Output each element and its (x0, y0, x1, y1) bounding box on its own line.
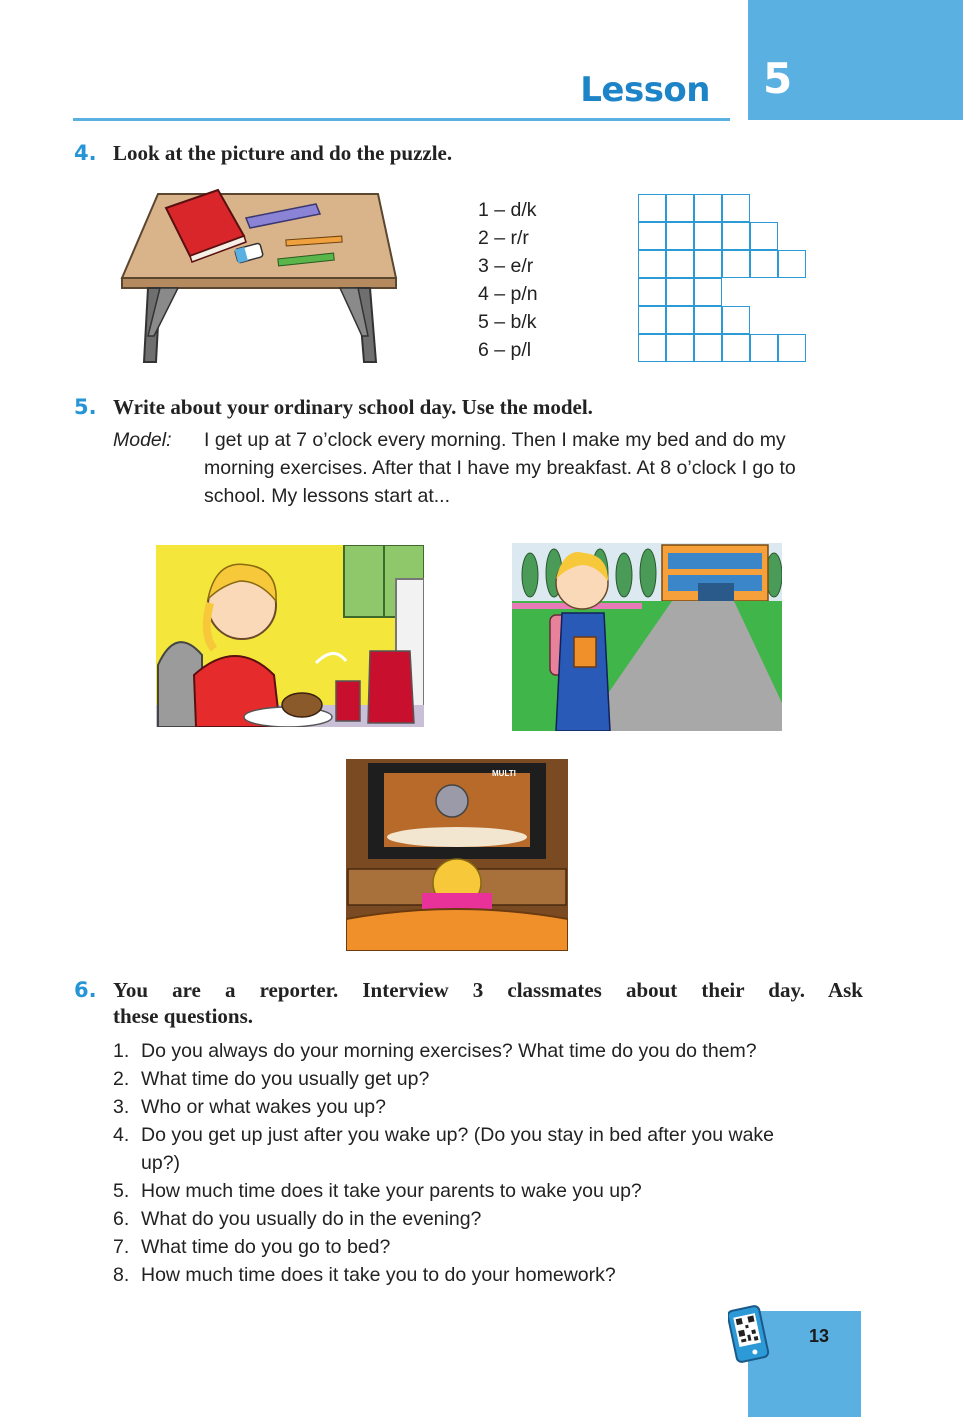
question-text: Who or what wakes you up? (141, 1096, 386, 1118)
puzzle-cell[interactable] (638, 306, 666, 334)
exercise-6-number: 6. (74, 978, 97, 1002)
header-rule (73, 118, 730, 121)
puzzle-cell[interactable] (750, 250, 778, 278)
clue-6: 6 – p/l (478, 339, 532, 361)
lesson-number: 5 (763, 54, 793, 103)
exercise-5-title: Write about your ordinary school day. Use the model. (113, 395, 593, 419)
phone-qr-icon (728, 1305, 774, 1363)
clue-2: 2 – r/r (478, 227, 529, 249)
exercise-5-number: 5. (74, 395, 97, 419)
question-item (113, 1149, 180, 1177)
model-line-3: school. My lessons start at... (204, 485, 451, 507)
question-text: What time do you go to bed? (141, 1236, 391, 1258)
puzzle-cell[interactable] (666, 278, 694, 306)
puzzle-cell[interactable] (750, 334, 778, 362)
puzzle-cell[interactable] (638, 222, 666, 250)
page-number: 13 (808, 1326, 830, 1346)
exercise-6-title-line-1: You are a reporter. Interview 3 classmates about their day. Ask (113, 978, 863, 1002)
puzzle-cell[interactable] (722, 250, 750, 278)
puzzle-grid (638, 194, 810, 364)
question-text: How much time does it take you to do your homework? (141, 1264, 616, 1286)
question-item (113, 1093, 386, 1121)
puzzle-cell[interactable] (694, 250, 722, 278)
tv-channel-logo: MULTI (492, 769, 516, 778)
question-item (113, 1121, 774, 1149)
question-number: 7. (113, 1236, 130, 1258)
clue-4: 4 – p/n (478, 283, 538, 305)
question-number: 8. (113, 1264, 130, 1286)
question-number: 1. (113, 1040, 130, 1062)
puzzle-cell[interactable] (666, 306, 694, 334)
puzzle-cell[interactable] (778, 334, 806, 362)
question-text: Do you always do your morning exercises? What time do you do them? (141, 1040, 757, 1062)
puzzle-cell[interactable] (722, 222, 750, 250)
clue-5: 5 – b/k (478, 311, 537, 333)
puzzle-cell[interactable] (638, 250, 666, 278)
question-number: 6. (113, 1208, 130, 1230)
clue-1: 1 – d/k (478, 199, 537, 221)
clue-3: 3 – e/r (478, 255, 534, 277)
question-text: What time do you usually get up? (141, 1068, 430, 1090)
question-item (113, 1261, 616, 1289)
puzzle-cell[interactable] (694, 306, 722, 334)
school-illustration (512, 543, 782, 731)
question-text: Do you get up just after you wake up? (Do you stay in bed after you wake (141, 1124, 775, 1146)
puzzle-cell[interactable] (722, 334, 750, 362)
model-label: Model: (113, 429, 172, 451)
puzzle-cell[interactable] (666, 334, 694, 362)
puzzle-cell[interactable] (694, 334, 722, 362)
lesson-label: Lesson (580, 70, 710, 110)
question-text: What do you usually do in the evening? (141, 1208, 482, 1230)
exercise-4-number: 4. (74, 141, 97, 165)
question-text: up?) (141, 1152, 181, 1174)
model-line-2: morning exercises. After that I have my breakfast. At 8 o’clock I go to (204, 457, 796, 479)
question-number: 2. (113, 1068, 130, 1090)
puzzle-clues (478, 196, 538, 364)
model-line-1: I get up at 7 o’clock every morning. Then I make my bed and do my (204, 429, 786, 451)
puzzle-cell[interactable] (694, 278, 722, 306)
puzzle-cell[interactable] (638, 334, 666, 362)
puzzle-cell[interactable] (694, 194, 722, 222)
breakfast-illustration (156, 545, 424, 727)
question-item (113, 1233, 390, 1261)
question-item (113, 1065, 429, 1093)
exercise-6-title-line-2: these questions. (113, 1004, 254, 1028)
question-number: 4. (113, 1124, 130, 1146)
question-number: 5. (113, 1180, 130, 1202)
exercise-4-title: Look at the picture and do the puzzle. (113, 141, 453, 165)
desk-illustration (118, 186, 400, 368)
puzzle-cell[interactable] (722, 194, 750, 222)
question-text: How much time does it take your parents to wake you up? (141, 1180, 642, 1202)
puzzle-cell[interactable] (638, 278, 666, 306)
puzzle-cell[interactable] (722, 306, 750, 334)
model-text (204, 426, 884, 510)
puzzle-cell[interactable] (750, 222, 778, 250)
question-item (113, 1177, 642, 1205)
question-item (113, 1205, 481, 1233)
question-number: 3. (113, 1096, 130, 1118)
question-item (113, 1037, 757, 1065)
puzzle-cell[interactable] (666, 250, 694, 278)
tv-illustration (346, 759, 568, 951)
puzzle-cell[interactable] (778, 250, 806, 278)
puzzle-cell[interactable] (666, 194, 694, 222)
puzzle-cell[interactable] (638, 194, 666, 222)
puzzle-cell[interactable] (666, 222, 694, 250)
puzzle-cell[interactable] (694, 222, 722, 250)
